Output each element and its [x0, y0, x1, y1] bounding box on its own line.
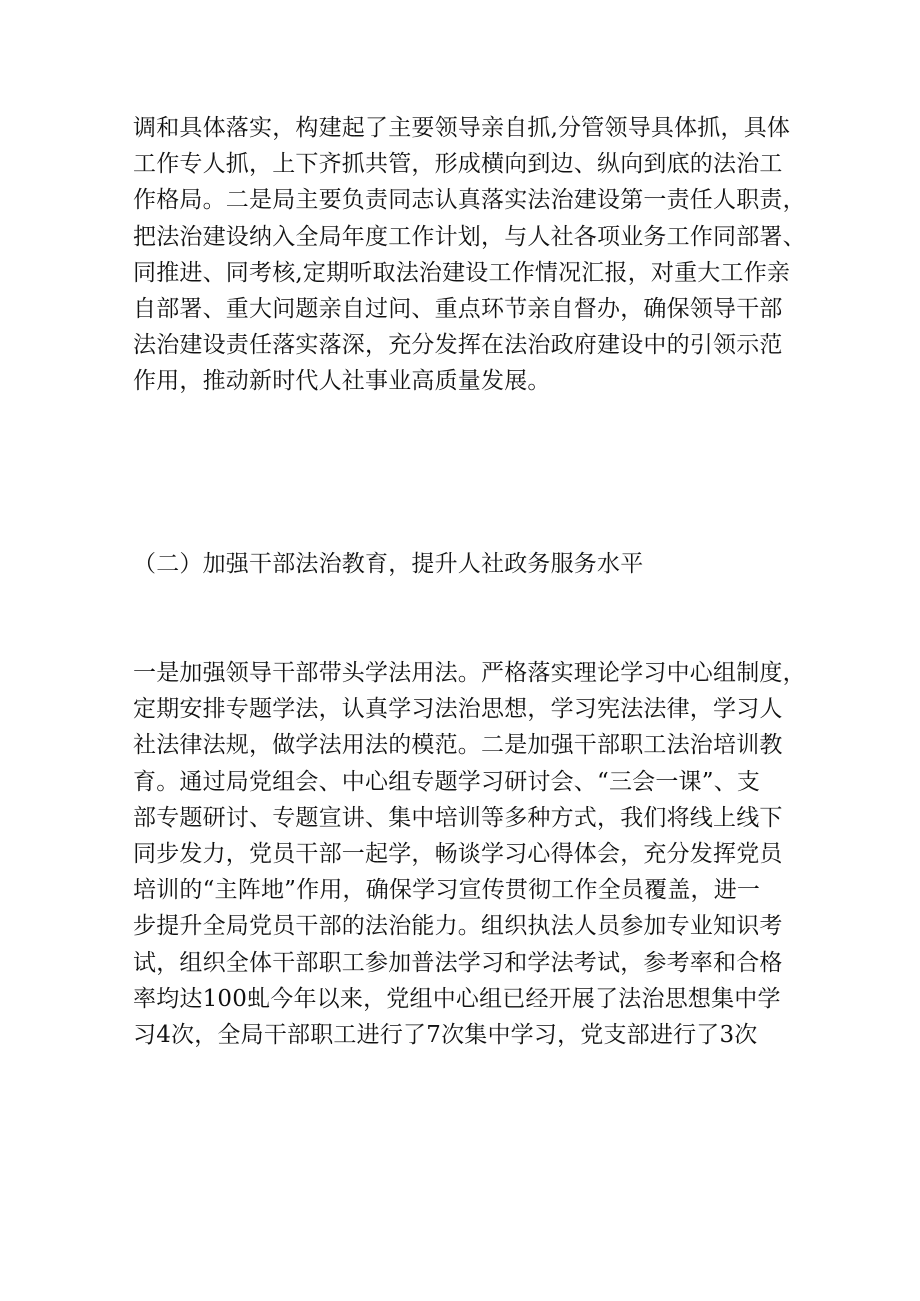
text-line: 工作专人抓，上下齐抓共管，形成横向到边、纵向到底的法治工 — [133, 151, 783, 178]
text-line: 法治建设责任落实落深，充分发挥在法治政府建设中的引领示范 — [133, 332, 783, 359]
text-line: 一是加强领导干部带头学法用法。严格落实理论学习中心组制度， — [133, 660, 806, 686]
text-line: 率均达100虬今年以来，党组中心组已经开展了法治思想集中学 — [133, 985, 781, 1012]
text-line: 社法律法规，做学法用法的模范。二是加强干部职工法治培训教 — [133, 732, 783, 759]
text-line: 把法治建设纳入全局年度工作计划，与人社各项业务工作同部署、 — [133, 223, 806, 250]
text-line: 自部署、重大问题亲自过问、重点环节亲自督办，确保领导干部 — [133, 296, 783, 323]
text-line: 培训的“主阵地”作用，确保学习宣传贯彻工作全员覆盖，进一 — [133, 877, 761, 904]
text-line: 调和具体落实，构建起了主要领导亲自抓,分管领导具体抓，具体 — [133, 115, 791, 141]
section-heading-text: （二）加强干部法治教育，提升人社政务服务水平 — [133, 551, 644, 577]
text-line: 习4次，全局干部职工进行了7次集中学习，党支部进行了3次 — [133, 1022, 758, 1049]
text-line: 育。通过局党组会、中心组专题学习研讨会、“三会一课”、支 — [133, 768, 761, 795]
text-line: 试，组织全体干部职工参加普法学习和学法考试，参考率和合格 — [133, 949, 783, 976]
text-line: 定期安排专题学法，认真学习法治思想，学习宪法法律，学习人 — [133, 696, 783, 723]
text-line: 同推进、同考核,定期听取法治建设工作情况汇报，对重大工作亲 — [133, 259, 791, 286]
section-heading — [133, 546, 793, 582]
text-line: 同步发力，党员干部一起学，畅谈学习心得体会，充分发挥党员 — [133, 841, 783, 868]
body-paragraph-1 — [133, 110, 806, 400]
body-paragraph-2 — [133, 655, 806, 1053]
text-line: 作用，推动新时代人社事业高质量发展。 — [133, 368, 551, 395]
text-line: 作格局。二是局主要负责同志认真落实法治建设第一责任人职责， — [133, 187, 806, 214]
text-line: 步提升全局党员干部的法治能力。组织执法人员参加专业知识考 — [133, 913, 783, 940]
text-line: 部专题研讨、专题宣讲、集中培训等多种方式，我们将线上线下 — [133, 804, 783, 831]
